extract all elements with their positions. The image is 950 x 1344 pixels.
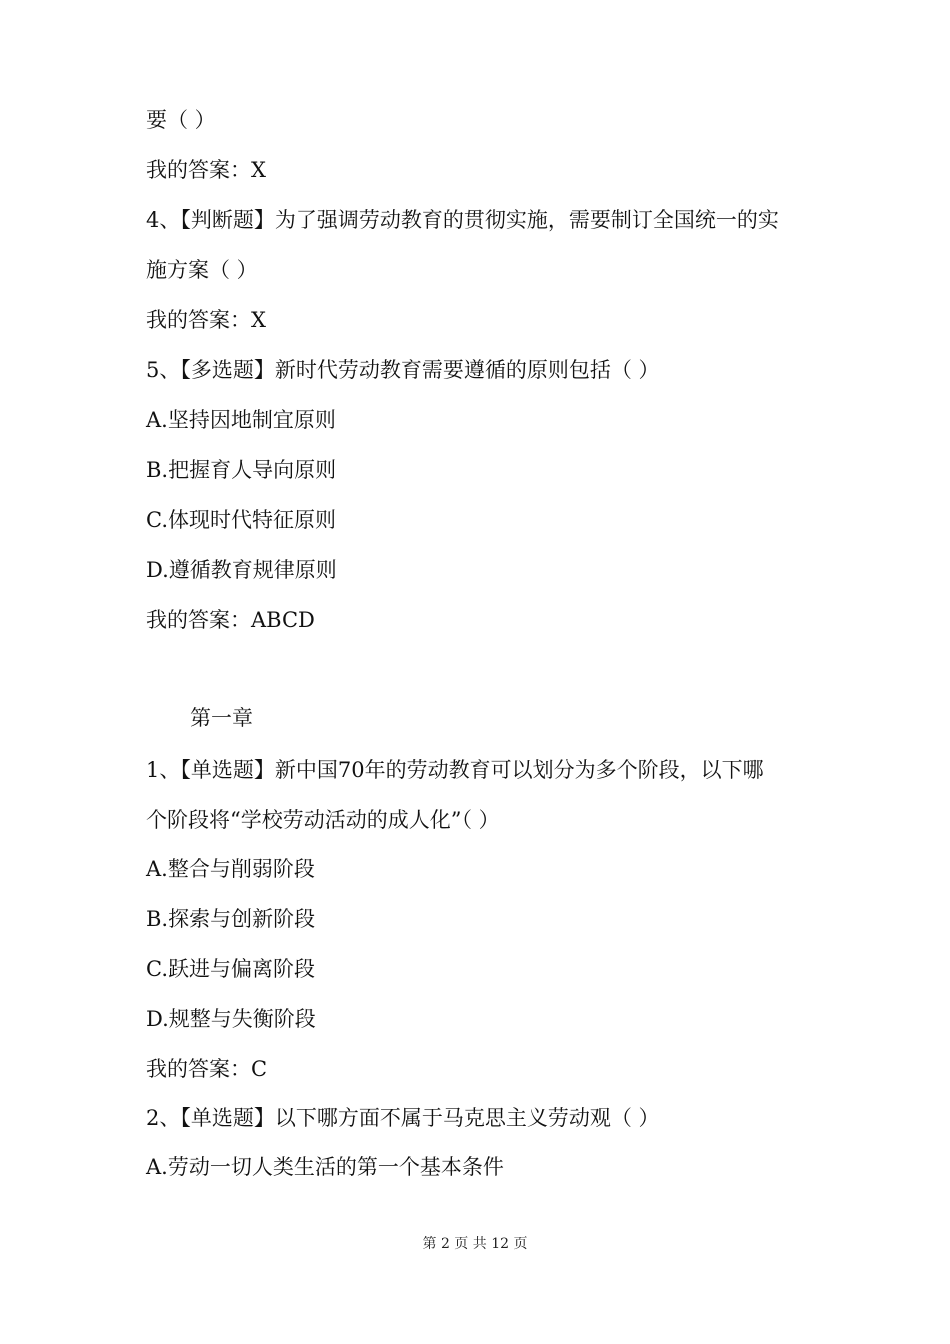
question-3-continuation: 要（ ） (146, 108, 216, 132)
option-c: C.跃进与偏离阶段 (146, 957, 315, 981)
option-c: C.体现时代特征原则 (146, 508, 336, 532)
chapter1-answer-1: 我的答案：C (146, 1057, 268, 1081)
answer-5: 我的答案：ABCD (146, 608, 315, 632)
chapter1-question-1-continuation: 个阶段将“学校劳动活动的成人化”（ ） (146, 808, 500, 832)
option-b: B.把握育人导向原则 (146, 458, 337, 482)
page-footer: 第 2 页 共 12 页 (422, 1236, 528, 1252)
option-a: A.坚持因地制宜原则 (146, 408, 336, 432)
option-d: D.遵循教育规律原则 (146, 558, 337, 582)
chapter-heading: 第一章 (190, 706, 253, 730)
option-a: A.劳动一切人类生活的第一个基本条件 (146, 1155, 504, 1179)
option-b: B.探索与创新阶段 (146, 907, 316, 931)
option-d: D.规整与失衡阶段 (146, 1007, 316, 1031)
question-4-continuation: 施方案（ ） (146, 258, 258, 282)
chapter1-question-2: 2、【单选题】以下哪方面不属于马克思主义劳动观（ ） (146, 1106, 660, 1130)
option-a: A.整合与削弱阶段 (146, 857, 315, 881)
answer-3: 我的答案：X (146, 158, 266, 182)
question-5: 5、【多选题】新时代劳动教育需要遵循的原则包括（ ） (146, 358, 660, 382)
question-4: 4、【判断题】为了强调劳动教育的贯彻实施，需要制订全国统一的实 (146, 208, 779, 232)
chapter1-question-1: 1、【单选题】新中国70年的劳动教育可以划分为多个阶段，以下哪 (146, 758, 764, 782)
answer-4: 我的答案：X (146, 308, 266, 332)
